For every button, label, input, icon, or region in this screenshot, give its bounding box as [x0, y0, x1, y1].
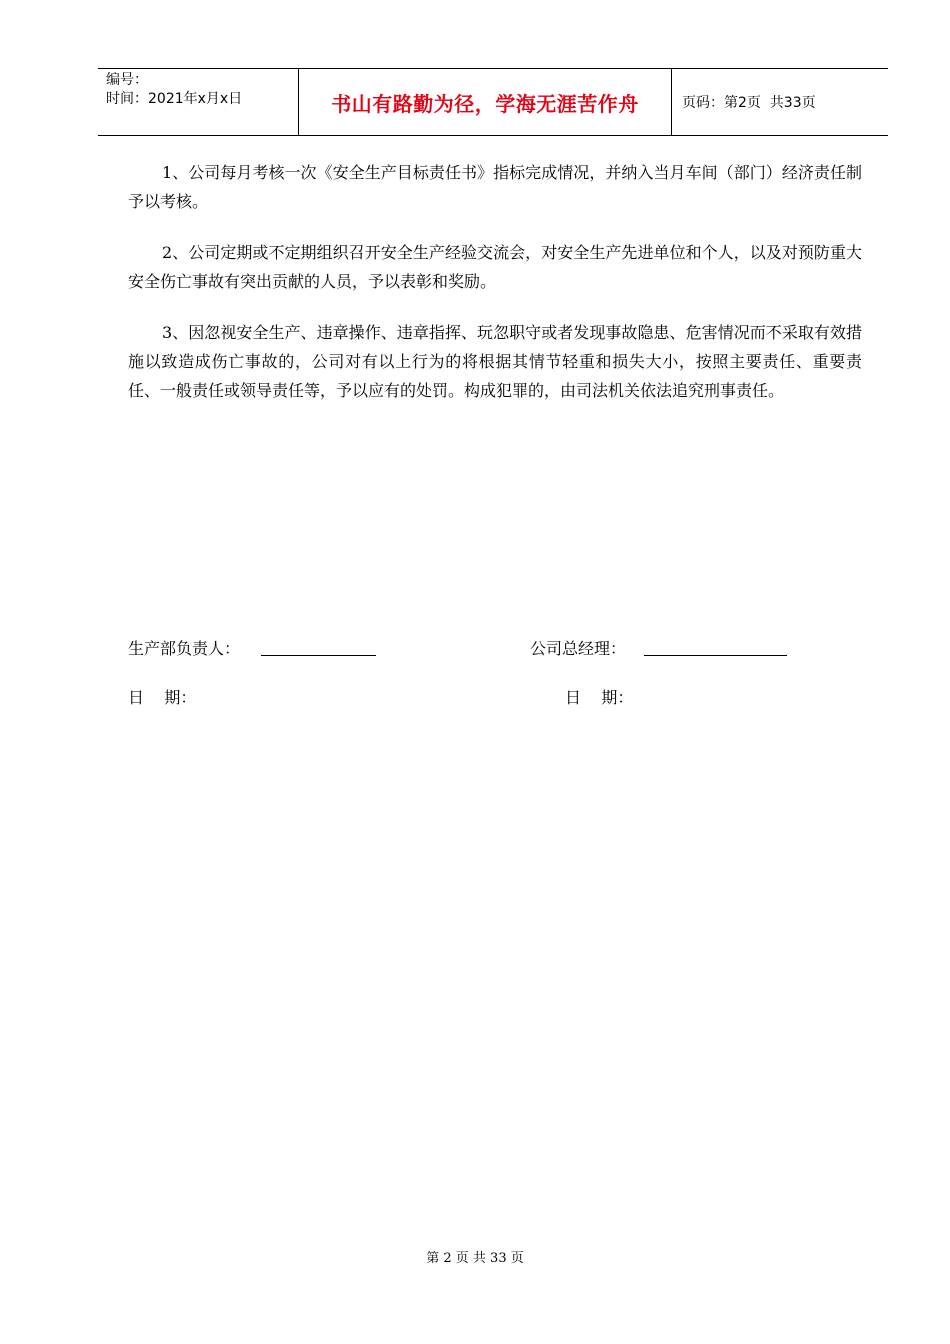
header-page-info	[672, 69, 888, 135]
production-head-signature-line[interactable]	[261, 655, 376, 656]
paragraph-3: 3、因忽视安全生产、违章操作、违章指挥、玩忽职守或者发现事故隐患、危害情况而不采取有效措施以致造成伤亡事故的，公司对有以上行为的将根据其情节轻重和损失大小，按照主要责任、重要责任、一般责任或领导责任等，予以应有的处罚。构成犯罪的，由司法机关依法追究刑事责任。	[128, 323, 862, 400]
general-manager-label: 公司总经理：	[530, 639, 627, 658]
general-manager-signature-line[interactable]	[644, 655, 787, 656]
header-motto: 书山有路勤为径，学海无涯苦作舟	[299, 69, 672, 135]
date-label-left: 日 期：	[128, 688, 197, 707]
header-meta	[98, 69, 299, 135]
date-label-right: 日 期：	[565, 688, 634, 707]
production-head-label: 生产部负责人：	[128, 639, 241, 658]
page-footer: 第 2 页 共 33 页	[426, 1251, 524, 1266]
page-header	[98, 68, 888, 136]
paragraph-1: 1、公司每月考核一次《安全生产目标责任书》指标完成情况，并纳入当月车间（部门）经济责任制予以考核。	[128, 163, 862, 211]
header-page-info-text: 页码：第2页 共33页	[682, 95, 816, 111]
document-number-label: 编号：	[106, 72, 148, 88]
document-time-label: 时间：2021年x月x日	[106, 91, 243, 107]
document-body	[128, 158, 862, 427]
paragraph-2: 2、公司定期或不定期组织召开安全生产经验交流会，对安全生产先进单位和个人，以及对预防重大安全伤亡事故有突出贡献的人员，予以表彰和奖励。	[128, 243, 862, 291]
